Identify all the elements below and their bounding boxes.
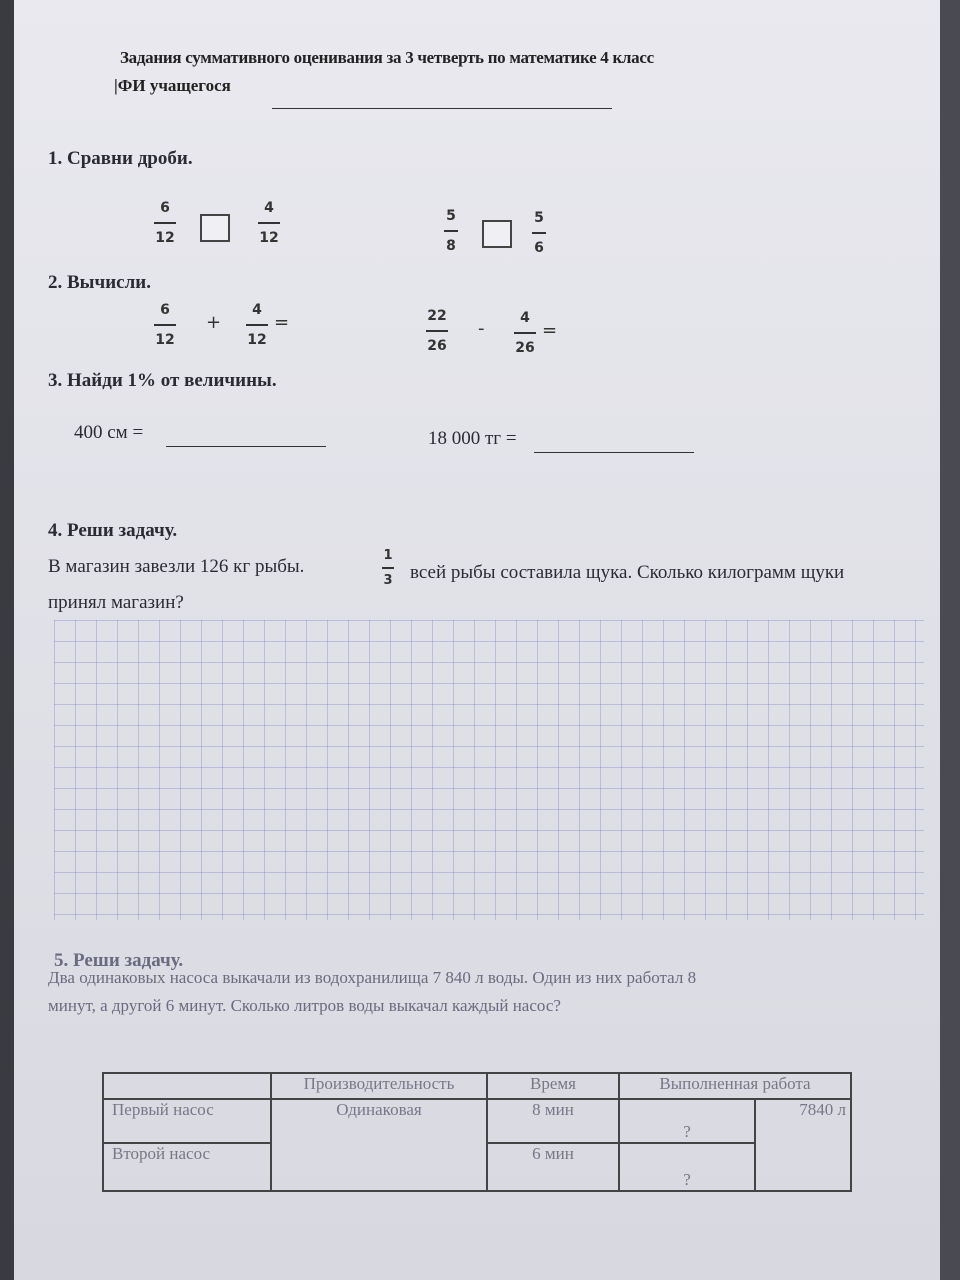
cell-productivity: Одинаковая: [271, 1099, 487, 1191]
task4-text-end: всей рыбы составила щука. Сколько килограмм щуки: [410, 562, 845, 583]
cell-time-second: 6 мин: [487, 1143, 619, 1191]
task1-left-fraction-b: [258, 200, 280, 246]
pump-table: [102, 1072, 852, 1192]
student-name-label: |ФИ учащегося: [114, 76, 231, 95]
row-second-pump: Второй насос: [103, 1143, 271, 1191]
task4-title: 4. Реши задачу.: [48, 520, 178, 541]
task5-title: 5. Реши задачу.: [54, 950, 184, 971]
worksheet-title: Задания суммативного оценивания за 3 четверть по математике 4 класс: [120, 48, 654, 67]
student-name-line: [272, 108, 612, 109]
header-productivity: Производительность: [271, 1073, 487, 1099]
task5-text-line1: Два одинаковых насоса выкачали из водохранилища 7 840 л воды. Один из них работал 8: [48, 968, 697, 987]
numerator: 4: [520, 310, 530, 326]
task3-right-answer-line[interactable]: [534, 452, 694, 453]
task1-right-fraction-b: [532, 210, 546, 256]
task2-right-operator: -: [478, 318, 485, 339]
denominator: 8: [446, 238, 456, 254]
task3-left-expression: 400 см =: [74, 422, 144, 443]
task1-right-fraction-a: [444, 208, 458, 254]
worksheet-page: [14, 0, 960, 1280]
task2-title: 2. Вычисли.: [48, 272, 151, 293]
numerator: 22: [427, 308, 447, 324]
denominator: 12: [247, 332, 267, 348]
task2-left-fraction-b: [246, 302, 268, 348]
task4-text-line2: принял магазин?: [48, 592, 184, 613]
answer-grid[interactable]: [54, 620, 924, 920]
cell-total: 7840 л: [755, 1099, 851, 1191]
numerator: 5: [534, 210, 544, 226]
task3-right-expression: 18 000 тг =: [428, 428, 517, 449]
task3-left-answer-line[interactable]: [166, 446, 326, 447]
task2-left-fraction-a: [154, 302, 176, 348]
task2-left-operator: +: [206, 312, 222, 333]
task4-text-start: В магазин завезли 126 кг рыбы.: [48, 556, 305, 577]
denominator: 26: [515, 340, 535, 356]
table-row: [103, 1099, 851, 1143]
numerator: 6: [160, 200, 170, 216]
task4-fraction: [382, 548, 394, 588]
task1-left-fraction-a: [154, 200, 176, 246]
table-header-row: [103, 1073, 851, 1099]
task2-right-fraction-a: [426, 308, 448, 354]
task3-title: 3. Найди 1% от величины.: [48, 370, 277, 391]
cell-time-first: 8 мин: [487, 1099, 619, 1143]
task2-right-fraction-b: [514, 310, 536, 356]
cell-work-first: ?: [619, 1099, 755, 1143]
denominator: 12: [155, 230, 175, 246]
denominator: 12: [259, 230, 279, 246]
task5-text-line2: минут, а другой 6 минут. Сколько литров воды выкачал каждый насос?: [48, 996, 561, 1015]
numerator: 4: [252, 302, 262, 318]
numerator: 6: [160, 302, 170, 318]
numerator: 1: [383, 548, 393, 563]
header-work: Выполненная работа: [619, 1073, 851, 1099]
task1-title: 1. Сравни дроби.: [48, 148, 193, 169]
task2-left-equals: =: [274, 312, 290, 333]
denominator: 3: [383, 573, 393, 588]
table-corner-cell: [103, 1073, 271, 1099]
row-first-pump: Первый насос: [103, 1099, 271, 1143]
numerator: 4: [264, 200, 274, 216]
task1-right-compare-box[interactable]: [482, 220, 512, 248]
denominator: 6: [534, 240, 544, 256]
task1-left-compare-box[interactable]: [200, 214, 230, 242]
header-time: Время: [487, 1073, 619, 1099]
numerator: 5: [446, 208, 456, 224]
monitor-bezel: [940, 0, 960, 1280]
cell-work-second: ?: [619, 1143, 755, 1191]
student-name-text: ФИ учащегося: [117, 76, 231, 95]
task2-right-equals: =: [542, 320, 558, 341]
denominator: 12: [155, 332, 175, 348]
denominator: 26: [427, 338, 447, 354]
